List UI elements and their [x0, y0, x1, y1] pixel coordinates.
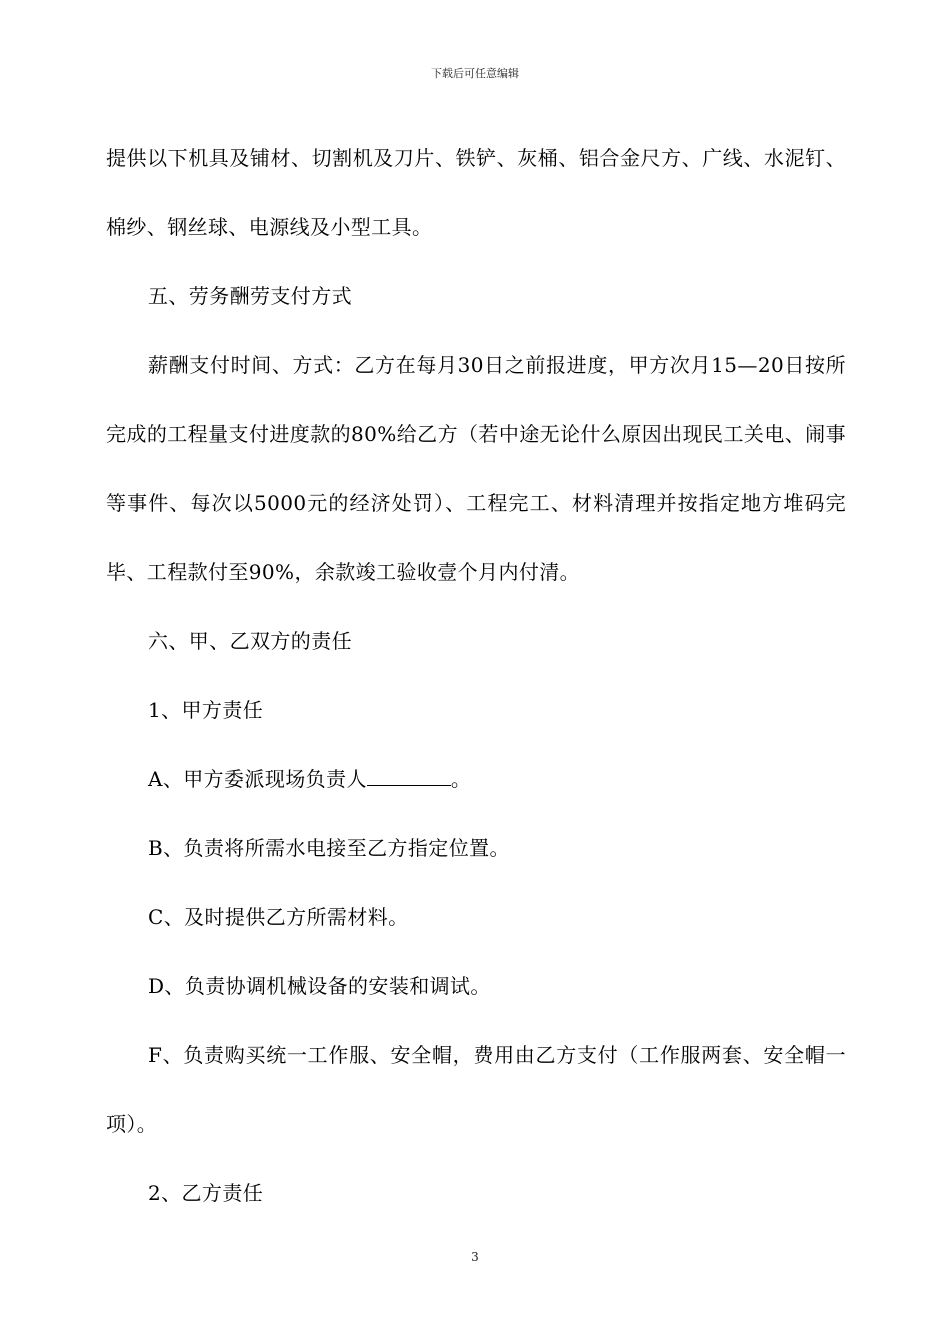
clause-b-utilities: B、负责将所需水电接至乙方指定位置。 [148, 836, 510, 860]
section-heading-payment: 五、劳务酬劳支付方式 [148, 284, 352, 308]
document-body [106, 124, 846, 1228]
paragraph-tools: 提供以下机具及铺材、切割机及刀片、铁铲、灰桶、铝合金尺方、广线、水泥钉、棉纱、钢丝球、电源线及小型工具。 [106, 146, 846, 239]
paragraph-payment-terms: 薪酬支付时间、方式：乙方在每月30日之前报进度，甲方次月15—20日按所完成的工程量支付进度款的80%给乙方（若中途无论什么原因出现民工关电、闹事等事件、每次以5000元的经济处罚）、工程完工、材料清理并按指定地方堆码完毕、工程款付至90%，余款竣工验收壹个月内付清。 [106, 353, 846, 584]
clause-a-text: A、甲方委派现场负责人 [148, 767, 367, 791]
fill-in-blank[interactable] [367, 767, 451, 786]
clause-c-materials: C、及时提供乙方所需材料。 [148, 905, 409, 929]
subheading-party-a: 1、甲方责任 [148, 698, 264, 722]
clause-f-uniforms: F、负责购买统一工作服、安全帽，费用由乙方支付（工作服两套、安全帽一项）。 [106, 1043, 846, 1136]
page-number: 3 [471, 1250, 479, 1264]
section-heading-responsibilities: 六、甲、乙双方的责任 [148, 629, 352, 653]
clause-a-site-manager [106, 745, 846, 814]
page-header: 下载后可任意编辑 [431, 67, 519, 80]
clause-d-equipment: D、负责协调机械设备的安装和调试。 [148, 974, 491, 998]
clause-a-end: 。 [450, 767, 472, 791]
subheading-party-b: 2、乙方责任 [148, 1181, 264, 1205]
